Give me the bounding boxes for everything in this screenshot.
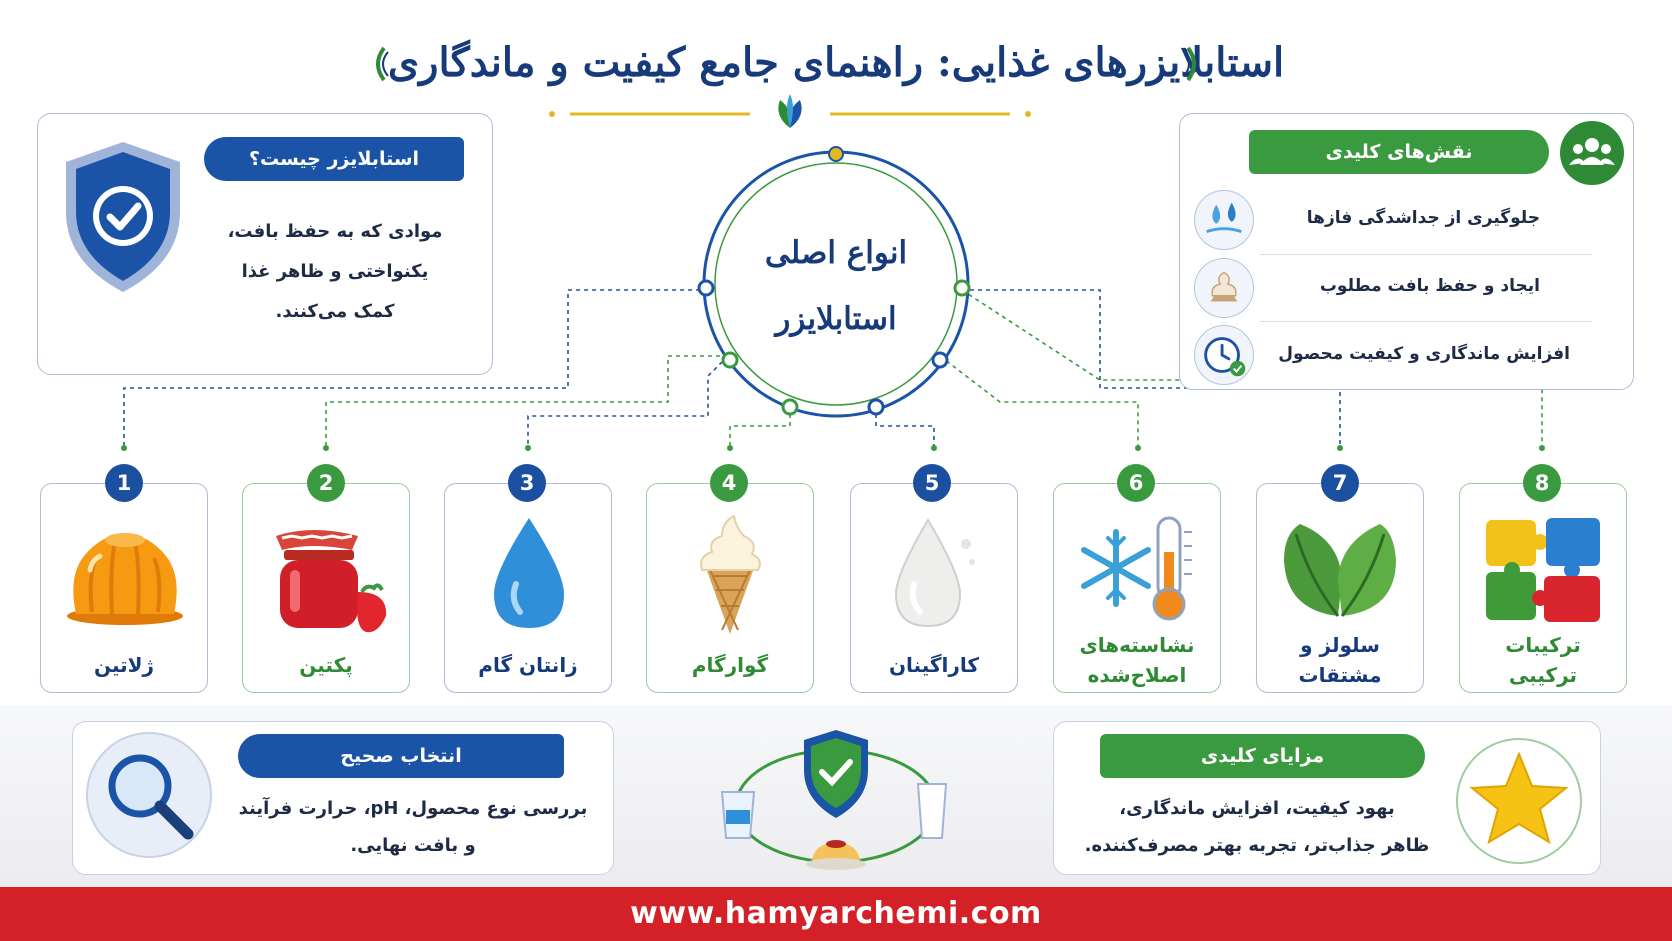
footer-url[interactable]: www.hamyarchemi.com: [0, 887, 1672, 941]
type-label-line: ترکیبی: [1508, 663, 1578, 687]
puzzle-pieces-icon: [1482, 514, 1604, 626]
hub-title: [720, 220, 952, 350]
role-item-3: افزایش ماندگاری و کیفیت محصول: [1278, 344, 1570, 364]
type-number-badge: 1: [105, 464, 143, 502]
benefits-heading: مزایای کلیدی: [1100, 734, 1425, 778]
type-label-line: مشتقات: [1298, 663, 1382, 687]
type-label-blends: [1459, 630, 1627, 690]
magnifier-icon: [84, 730, 214, 860]
type-label-line: کاراگینان: [888, 653, 980, 677]
what-is-heading: استابلایزر چیست؟: [204, 137, 464, 181]
hub-line-2: استابلایزر: [775, 301, 897, 337]
title-divider: [540, 92, 1040, 132]
type-number-badge: 7: [1321, 464, 1359, 502]
star-icon: [1452, 736, 1586, 866]
benefits-line-1: بهود کیفیت، افزایش ماندگاری،: [1119, 798, 1395, 819]
people-group-icon: [1558, 119, 1626, 187]
choose-heading: انتخاب صحیح: [238, 734, 564, 778]
choose-line-1: بررسی نوع محصول، pH، حرارت فرآیند: [238, 798, 588, 819]
water-drops-icon: [1194, 190, 1254, 250]
role-item-1: جلوگیری از جداشدگی فازها: [1306, 208, 1540, 228]
ice-cream-cone-icon: [694, 510, 766, 636]
jam-jar-icon: [262, 516, 390, 634]
choose-text: [228, 790, 598, 864]
clock-check-icon: [1194, 325, 1254, 385]
type-label-line: اصلاح‌شده: [1087, 663, 1187, 687]
type-label-line: ژلاتین: [93, 653, 155, 677]
what-is-line-1: موادی که به حفظ بافت،: [227, 221, 443, 242]
benefits-text: [1072, 790, 1442, 864]
type-label-line: سلولز و: [1300, 633, 1380, 657]
role-divider: [1260, 321, 1592, 322]
roles-heading: نقش‌های کلیدی: [1249, 130, 1549, 174]
role-item-2: ایجاد و حفظ بافت مطلوب: [1319, 276, 1540, 296]
role-divider: [1260, 254, 1592, 255]
type-number-badge: 8: [1523, 464, 1561, 502]
what-is-line-3: کمک می‌کنند.: [275, 301, 395, 322]
shield-check-icon: [58, 138, 188, 296]
quality-cycle-icon: [716, 726, 956, 876]
cream-swirl-icon: [1194, 258, 1254, 318]
type-label-modified-starch: [1053, 630, 1221, 690]
type-label-line: ترکیبات: [1505, 633, 1581, 657]
type-label-carrageenan: [850, 650, 1018, 680]
snowflake-thermometer-icon: [1080, 512, 1200, 622]
type-number-badge: 5: [913, 464, 951, 502]
water-drop-icon: [486, 514, 572, 632]
type-label-line: نشاسته‌های: [1079, 633, 1195, 657]
type-label-guar: [646, 650, 814, 680]
type-number-badge: 6: [1117, 464, 1155, 502]
milk-drop-icon: [888, 514, 978, 632]
type-label-xanthan: [444, 650, 612, 680]
right-bracket-ornament-icon: [1182, 44, 1204, 84]
benefits-line-2: ظاهر جذاب‌تر، تجربه بهتر مصرف‌کننده.: [1084, 835, 1430, 856]
what-is-line-2: یکنواختی و ظاهر غذا: [241, 261, 429, 282]
type-label-cellulose: [1256, 630, 1424, 690]
page-title: استابلایزرهای غذایی: راهنمای جامع کیفیت و ماندگاری: [387, 39, 1285, 86]
type-number-badge: 2: [307, 464, 345, 502]
hub-line-1: انواع اصلی: [764, 235, 908, 271]
type-number-badge: 4: [710, 464, 748, 502]
what-is-text: [200, 212, 470, 332]
type-number-badge: 3: [508, 464, 546, 502]
jelly-icon: [62, 516, 188, 628]
type-label-line: گوارگام: [691, 653, 769, 677]
type-label-line: زانتان گام: [478, 653, 578, 677]
leaves-icon: [1280, 520, 1400, 620]
type-label-line: پکتین: [299, 653, 353, 677]
type-label-pectin: [242, 650, 410, 680]
type-label-gelatin: [40, 650, 208, 680]
choose-line-2: و بافت نهایی.: [350, 835, 476, 856]
